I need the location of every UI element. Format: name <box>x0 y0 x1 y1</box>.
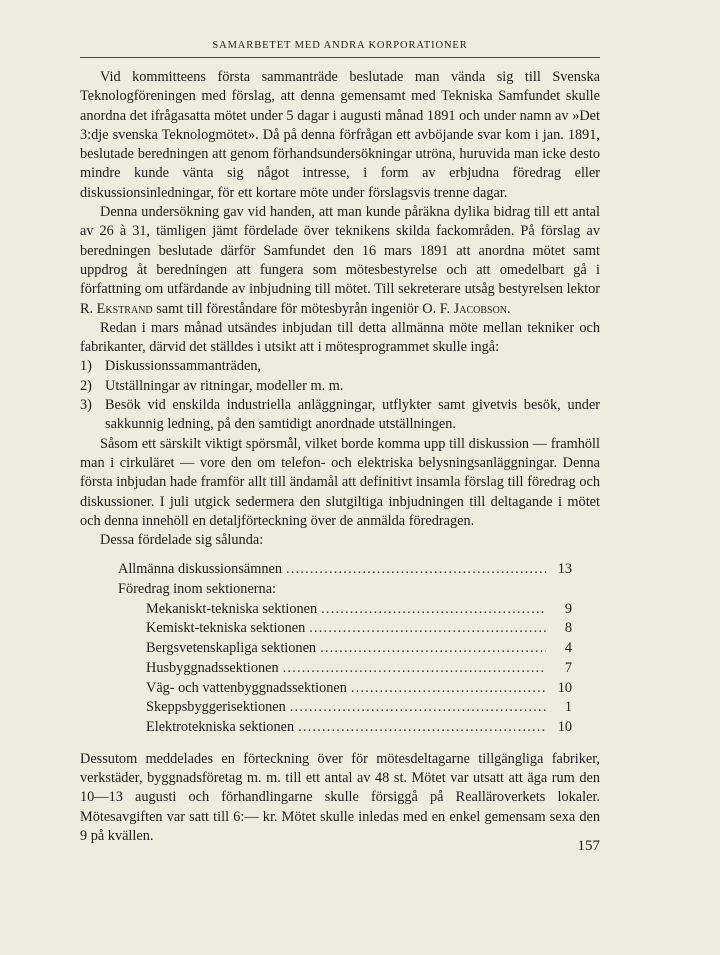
talks-row-count: 4 <box>564 640 572 657</box>
talks-row-count: 1 <box>564 699 572 716</box>
talks-row <box>118 679 572 699</box>
talks-table <box>118 560 572 737</box>
list-item-text: Besök vid enskilda industriella anläggningar, utflykter samt givetvis besök, under sakkunnig ledning, på den samtidigt anordnade utställningen. <box>105 397 600 433</box>
talks-row-label: Bergsvetenskapliga sektionen <box>146 640 317 657</box>
talks-row-count: 7 <box>564 659 572 676</box>
list-item-number: 1) <box>80 358 92 375</box>
talks-row-count: 9 <box>564 600 572 617</box>
list-item-text: Utställningar av ritningar, modeller m. m. <box>105 377 344 394</box>
talks-row-label: Elektrotekniska sektionen <box>146 718 295 735</box>
talks-row <box>118 600 572 620</box>
paragraph-2-text-a: Denna undersökning gav vid handen, att man kunde påräkna dylika bidrag till ett antal av 26 à 31, tämligen jämt fördelade över teknikens skilda fackområden. På förslag av beredningen beslutade därför Samfundet den 16 mars 1891 att anordna mötet samt uppdrog åt beredningen att fungera som mötesbestyrelse och att omedelbart gå i författning om utfärdande av inbjudning till mötet. Till sekreterare utsåg bestyrelsen lektor <box>80 204 600 298</box>
talks-row <box>118 659 572 679</box>
list-item-number: 3) <box>80 397 92 414</box>
leader-dots <box>320 639 546 658</box>
body-text <box>80 68 600 846</box>
talks-row-general <box>118 560 572 580</box>
talks-row-label: Allmänna diskussionsämnen <box>118 561 283 578</box>
header-rule <box>80 57 600 58</box>
talks-section-heading-row <box>118 580 572 600</box>
talks-row <box>118 718 572 738</box>
paragraph-6: Dessutom meddelades en förteckning över för mötesdeltagarne tillgängliga fabriker, verkstäder, byggnadsföretag m. m. till ett antal av 48 st. Mötet var utsatt att äga rum den 10—13 augusti och förhandlingarne skulle försiggå på Realläroverkets lokaler. Mötesavgiften var satt till 6:— kr. Mötet skulle inledas med en enkel gemensam sexa den 9 på kvällen. <box>80 750 600 844</box>
talks-row-label: Mekaniskt-tekniska sektionen <box>146 600 318 617</box>
leader-dots <box>298 718 546 737</box>
talks-row-label: Skeppsbyggerisektionen <box>146 699 286 716</box>
talks-section-heading: Föredrag inom sektionerna: <box>118 581 277 598</box>
paragraph-5: Dessa fördelade sig sålunda: <box>100 532 264 549</box>
person-name-ekstrand: R. Ekstrand <box>80 300 153 317</box>
program-list-item <box>80 396 600 435</box>
talks-row <box>118 619 572 639</box>
talks-row <box>118 698 572 718</box>
page-number: 157 <box>577 838 600 854</box>
leader-dots <box>286 560 546 579</box>
paragraph-4: Såsom ett särskilt viktigt spörsmål, vilket borde komma upp till diskussion — framhöll man i cirkuläret — vore den om telefon- och elektriska belysningsanläggningar. Denna första inbjudan hade framför allt till ändamål att definitivt insamla förslag till föredrag och diskussioner. I juli utgick sedermera den slutgiltiga inbjudningen till deltagande i mötet och denna innehöll en detaljförteckning över de anmälda föredragen. <box>80 435 600 529</box>
leader-dots <box>309 619 546 638</box>
talks-row-count: 10 <box>557 679 572 696</box>
talks-row-count: 8 <box>564 620 572 637</box>
running-header: SAMARBETET MED ANDRA KORPORATIONER <box>212 40 468 51</box>
leader-dots <box>290 698 546 717</box>
talks-row-label: Husbyggnadssektionen <box>146 659 279 676</box>
paragraph-2-text-b: samt till föreståndare för mötesbyrån ingeniör <box>156 300 419 317</box>
list-item-number: 2) <box>80 377 92 394</box>
leader-dots <box>351 679 546 698</box>
list-item-text: Diskussionssammanträden, <box>105 358 262 375</box>
program-list-item <box>80 377 600 396</box>
person-name-jacobson: O. F. Jacobson. <box>422 300 511 317</box>
talks-row-label: Väg- och vattenbyggnadssektionen <box>146 679 347 696</box>
talks-row <box>118 639 572 659</box>
paragraph-2 <box>80 203 600 319</box>
talks-row-count: 10 <box>557 718 572 735</box>
paragraph-3: Redan i mars månad utsändes inbjudan till detta allmänna möte mellan tekniker och fabrikanter, därvid det ställdes i utsikt att i mötesprogrammet skulle ingå: <box>80 319 600 356</box>
talks-row-label: Kemiskt-tekniska sektionen <box>146 620 306 637</box>
leader-dots <box>321 600 546 619</box>
talks-row-count: 13 <box>557 561 572 578</box>
program-list-item <box>80 357 600 376</box>
paragraph-1: Vid kommitteens första sammanträde beslutade man vända sig till Svenska Teknologföreningen med förslag, att denna gemensamt med Tekniska Samfundet skulle anordna det ifrågasatta mötet under 5 dagar i augusti månad 1891 och under namn av »Det 3:dje svenska Teknologmötet». Då på denna förfrågan ett avböjande svar kom i jan. 1891, beslutade beredningen att genom förhandsundersökningar utröna, huruvida man icke desto mindre kunde vänta sig något intresse, i form av erbjudna föredrag eller diskussionsinledningar, för ett kortare möte under förslagsvis trenne dagar. <box>80 69 600 201</box>
leader-dots <box>283 659 546 678</box>
